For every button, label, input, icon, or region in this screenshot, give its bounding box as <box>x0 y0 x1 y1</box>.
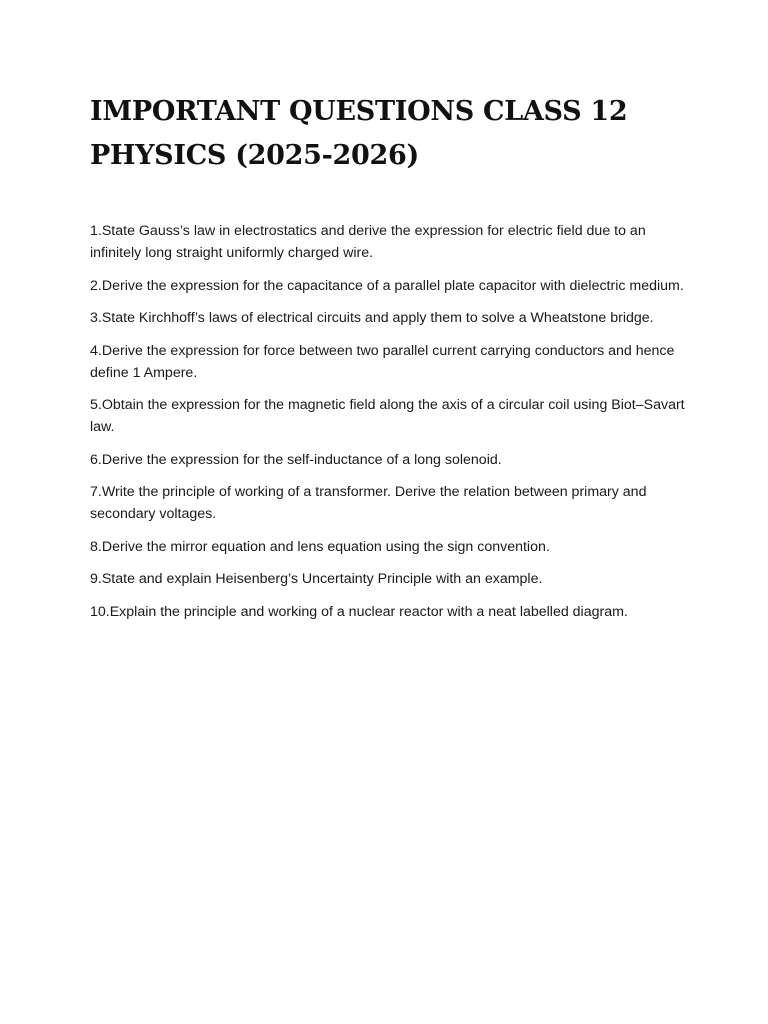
question-item: 1.State Gauss’s law in electrostatics and derive the expression for electric field due to an infinitely long straight uniformly charged wire. <box>90 223 646 261</box>
question-item: 5.Obtain the expression for the magnetic field along the axis of a circular coil using Biot–Savart law. <box>90 397 685 435</box>
question-item: 8.Derive the mirror equation and lens equation using the sign convention. <box>90 538 550 555</box>
question-item: 3.State Kirchhoff’s laws of electrical circuits and apply them to solve a Wheatstone bridge. <box>90 310 654 326</box>
document-title: IMPORTANT QUESTIONS CLASS 12 PHYSICS (2025-2026) <box>90 96 628 171</box>
question-item: 7.Write the principle of working of a transformer. Derive the relation between primary and secondary voltages. <box>90 484 647 522</box>
question-item: 4.Derive the expression for force between two parallel current carrying conductors and hence define 1 Ampere. <box>90 342 675 381</box>
question-item: 6.Derive the expression for the self-inductance of a long solenoid. <box>90 451 502 468</box>
question-list <box>90 220 690 633</box>
question-item: 2.Derive the expression for the capacitance of a parallel plate capacitor with dielectric medium. <box>90 277 684 294</box>
question-item: 9.State and explain Heisenberg’s Uncertainty Principle with an example. <box>90 571 543 587</box>
question-item: 10.Explain the principle and working of a nuclear reactor with a neat labelled diagram. <box>90 603 628 620</box>
